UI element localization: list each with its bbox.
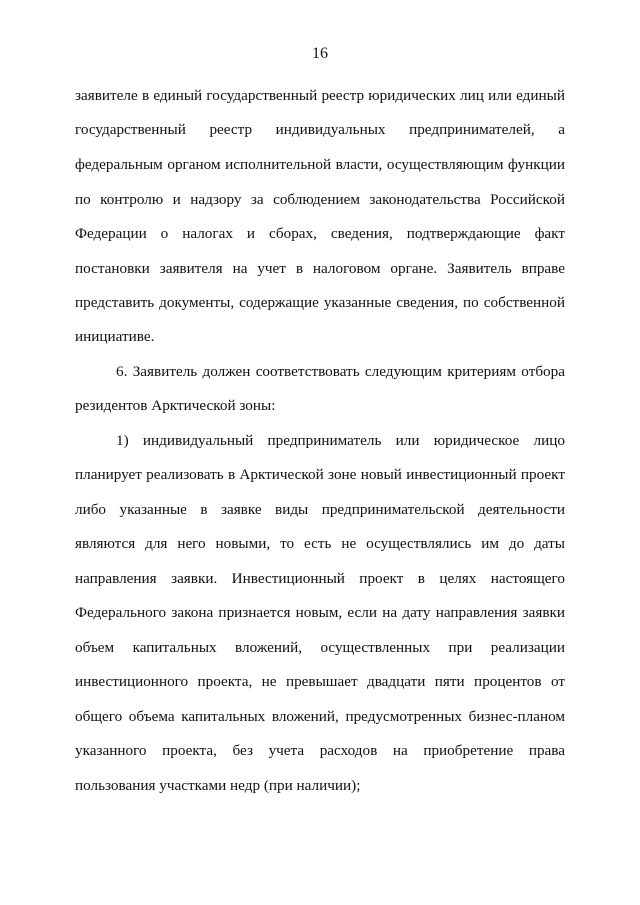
text-line: общего объема капитальных вложений, предусмотренных бизнес-планом [75, 708, 565, 725]
text-line: направления заявки. Инвестиционный проект в целях настоящего [75, 570, 565, 587]
text-line: объем капитальных вложений, осуществленных при реализации [75, 639, 565, 656]
text-line: по контролю и надзору за соблюдением законодательства Российской [75, 191, 565, 208]
text-line: указанного проекта, без учета расходов на приобретение права [75, 742, 565, 759]
text-line: федеральным органом исполнительной власти, осуществляющим функции [75, 156, 565, 173]
text-line: государственный реестр индивидуальных предпринимателей, а [75, 121, 565, 138]
text-line: Федерации о налогах и сборах, сведения, подтверждающие факт [75, 225, 565, 242]
text-line: резидентов Арктической зоны: [75, 397, 276, 414]
text-line: являются для него новыми, то есть не осуществлялись им до даты [75, 535, 565, 552]
text-line: либо указанные в заявке виды предпринимательской деятельности [75, 501, 565, 518]
text-line: представить документы, содержащие указанные сведения, по собственной [75, 294, 565, 311]
text-line: постановки заявителя на учет в налоговом органе. Заявитель вправе [75, 260, 565, 277]
text-line: Федерального закона признается новым, если на дату направления заявки [75, 604, 565, 621]
text-line: инвестиционного проекта, не превышает двадцати пяти процентов от [75, 673, 565, 690]
item-1-first-line: 1) индивидуальный предприниматель или юридическое лицо [116, 432, 565, 449]
page-number: 16 [312, 45, 328, 62]
text-line: пользования участками недр (при наличии); [75, 777, 361, 794]
text-line: заявителе в единый государственный реестр юридических лиц или единый [75, 87, 565, 104]
text-line: планирует реализовать в Арктической зоне новый инвестиционный проект [75, 466, 565, 483]
text-line: инициативе. [75, 328, 155, 345]
paragraph-6-first-line: 6. Заявитель должен соответствовать следующим критериям отбора [116, 363, 565, 380]
